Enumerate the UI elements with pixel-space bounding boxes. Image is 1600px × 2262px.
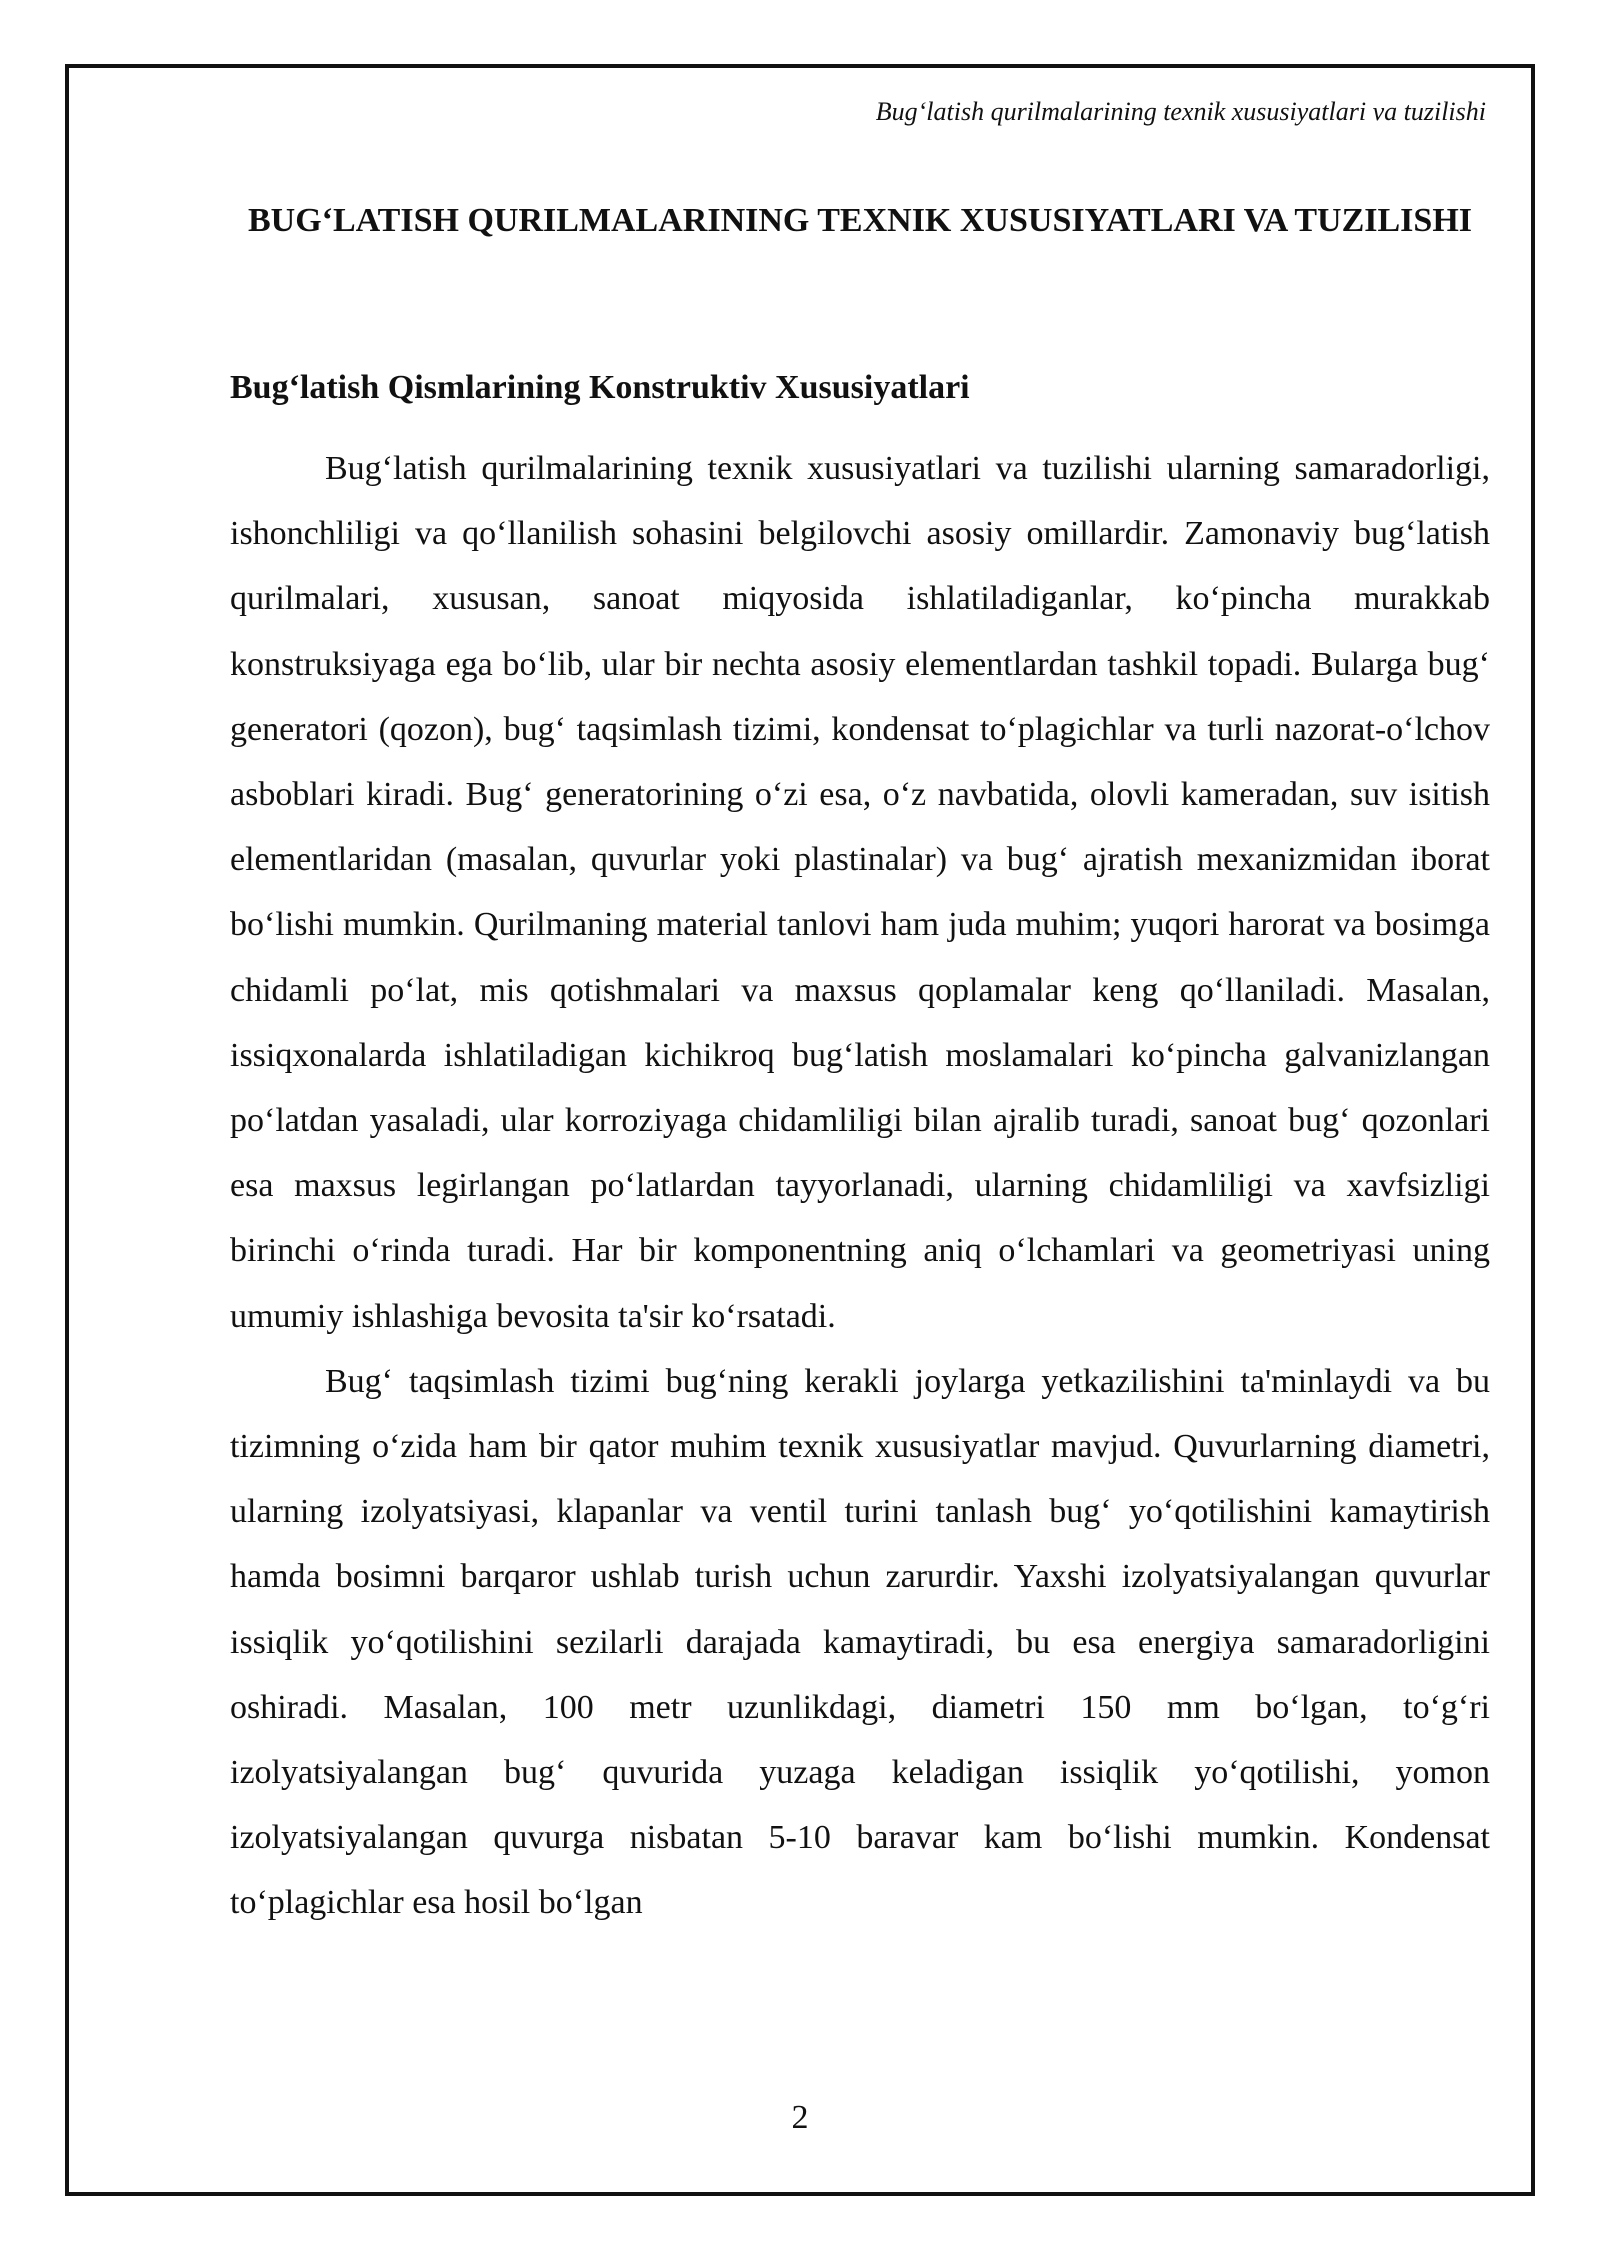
- document-body: [230, 436, 1490, 1936]
- page-number: 2: [791, 2099, 809, 2136]
- running-header: Bug‘latish qurilmalarining texnik xususiyatlari va tuzilishi: [875, 97, 1486, 126]
- body-paragraph: Bug‘ taqsimlash tizimi bug‘ning kerakli joylarga yetkazilishini ta'minlaydi va bu tizimning o‘zida ham bir qator muhim texnik xususiyatlar mavjud. Quvurlarning diametri, ularning izolyatsiyasi, klapanlar va ventil turini tanlash bug‘ yo‘qotilishini kamaytirish hamda bosimni barqaror ushlab turish uchun zarurdir. Yaxshi izolyatsiyalangan quvurlar issiqlik yo‘qotilishini sezilarli darajada kamaytiradi, bu esa energiya samaradorligini oshiradi. Masalan, 100 metr uzunlikdagi, diametri 150 mm bo‘lgan, to‘g‘ri izolyatsiyalangan bug‘ quvurida yuzaga keladigan issiqlik yo‘qotilishi, yomon izolyatsiyalangan quvurga nisbatan 5-10 baravar kam bo‘lishi mumkin. Kondensat to‘plagichlar esa hosil bo‘lgan: [230, 1362, 1490, 1922]
- document-title: BUG‘LATISH QURILMALARINING TEXNIK XUSUSIYATLARI VA TUZILISHI: [247, 202, 1473, 239]
- section-heading: Bug‘latish Qismlarining Konstruktiv Xususiyatlari: [230, 369, 970, 406]
- body-paragraph: Bug‘latish qurilmalarining texnik xususiyatlari va tuzilishi ularning samaradorligi, ishonchliligi va qo‘llanilish sohasini belgilovchi asosiy omillardir. Zamonaviy bug‘latish qurilmalari, xususan, sanoat miqyosida ishlatiladiganlar, ko‘pincha murakkab konstruksiyaga ega bo‘lib, ular bir nechta asosiy elementlardan tashkil topadi. Bularga bug‘ generatori (qozon), bug‘ taqsimlash tizimi, kondensat to‘plagichlar va turli nazorat-o‘lchov asboblari kiradi. Bug‘ generatorining o‘zi esa, o‘z navbatida, olovli kameradan, suv isitish elementlaridan (masalan, quvurlar yoki plastinalar) va bug‘ ajratish mexanizmidan iborat bo‘lishi mumkin. Qurilmaning material tanlovi ham juda muhim; yuqori harorat va bosimga chidamli po‘lat, mis qotishmalari va maxsus qoplamalar keng qo‘llaniladi. Masalan, issiqxonalarda ishlatiladigan kichikroq bug‘latish moslamalari ko‘pincha galvanizlangan po‘latdan yasaladi, ular korroziyaga chidamliligi bilan ajralib turadi, sanoat bug‘ qozonlari esa maxsus legirlangan po‘latlardan tayyorlanadi, ularning chidamliligi va xavfsizligi birinchi o‘rinda turadi. Har bir komponentning aniq o‘lchamlari va geometriyasi uning umumiy ishlashiga bevosita ta'sir ko‘rsatadi.: [230, 450, 1490, 1335]
